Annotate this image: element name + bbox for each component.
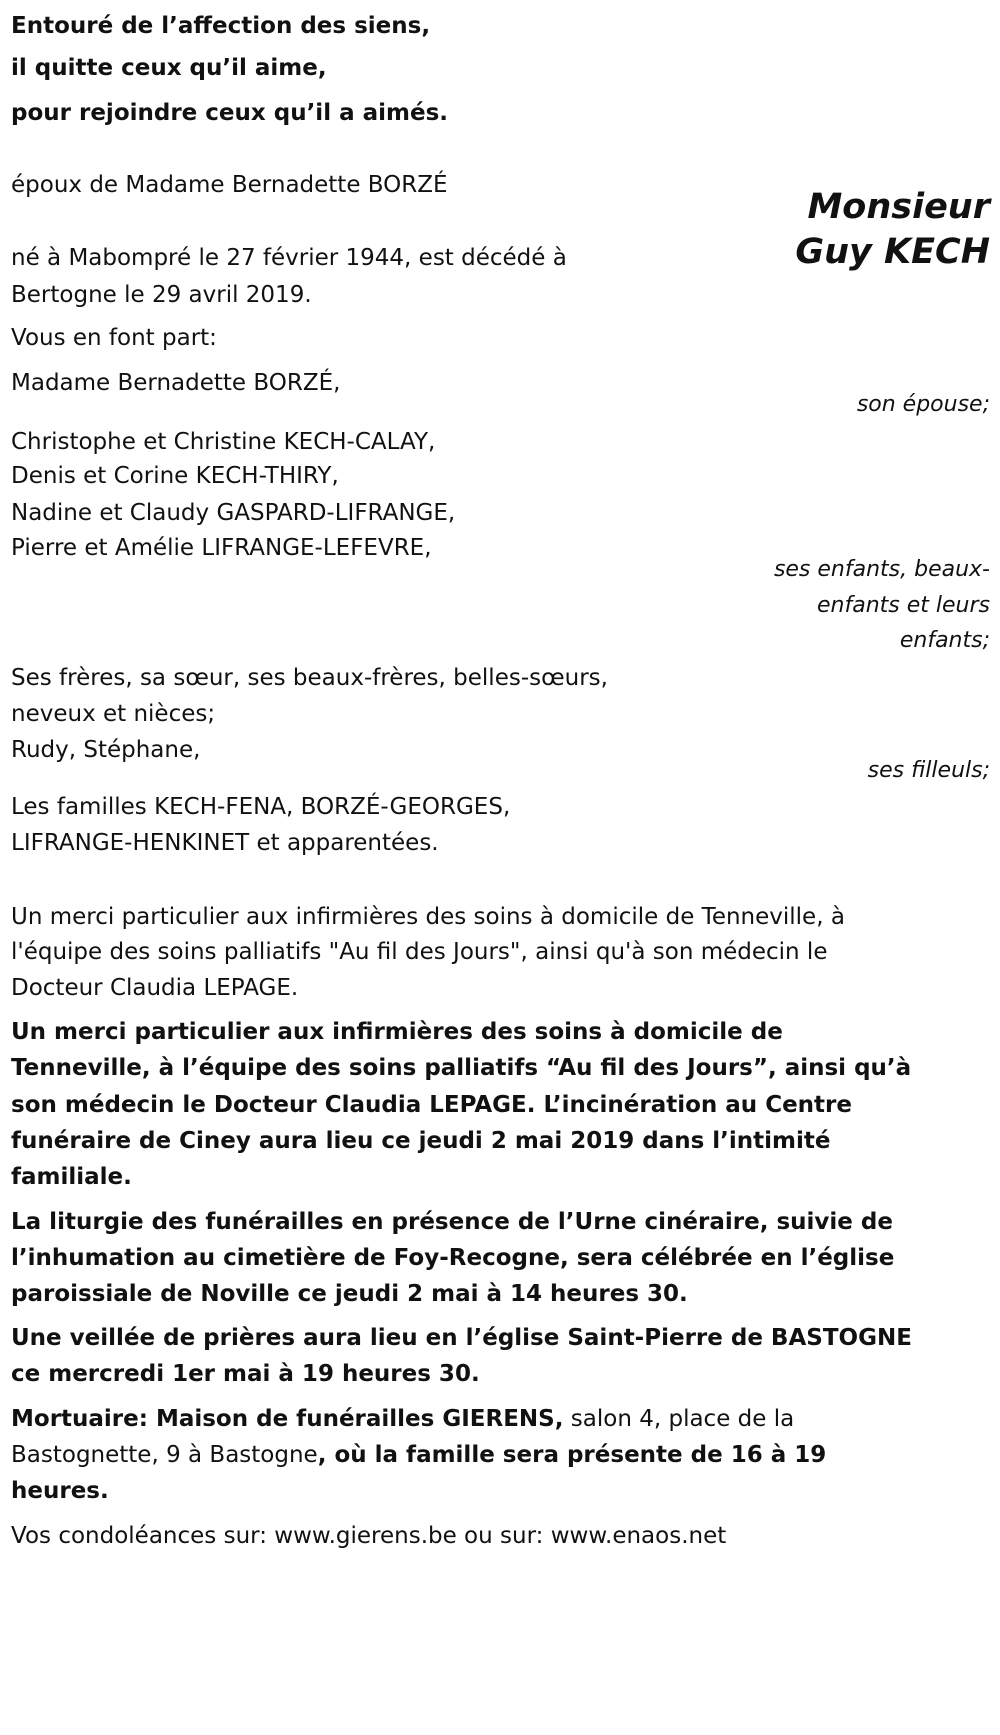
mortuary-presence-1: , où la famille sera présente de 16 à 19 xyxy=(317,1442,827,1468)
birth-death-line-1: né à Mabompré le 27 février 1944, est décédé à xyxy=(11,245,567,271)
thanks-regular-line-2: l'équipe des soins palliatifs "Au fil des Jours", ainsi qu'à son médecin le xyxy=(11,939,828,965)
families-line-2: LIFRANGE-HENKINET et apparentées. xyxy=(11,830,439,856)
siblings-line-2: neveux et nièces; xyxy=(11,701,216,727)
families-line-1: Les familles KECH-FENA, BORZÉ-GEORGES, xyxy=(11,794,511,820)
spouse-role: son épouse; xyxy=(856,392,990,417)
child-line-3: Nadine et Claudy GASPARD-LIFRANGE, xyxy=(11,500,456,526)
spouse-name: Madame Bernadette BORZÉ, xyxy=(11,370,341,396)
mortuary-address-1: salon 4, place de la xyxy=(563,1406,795,1432)
children-role-2: enfants et leurs xyxy=(817,593,990,618)
deceased-name-block xyxy=(795,185,990,275)
thanks-regular-line-3: Docteur Claudia LEPAGE. xyxy=(11,975,299,1001)
thanks-bold-line-2: Tenneville, à l’équipe des soins palliatifs “Au fil des Jours”, ainsi qu’à xyxy=(11,1055,912,1081)
children-role-3: enfants; xyxy=(899,628,990,653)
thanks-bold-line-5: familiale. xyxy=(11,1164,132,1190)
epigraph-line-3: pour rejoindre ceux qu’il a aimés. xyxy=(11,100,449,126)
thanks-bold-line-1: Un merci particulier aux infirmières des soins à domicile de xyxy=(11,1019,783,1045)
thanks-regular-line-1: Un merci particulier aux infirmières des soins à domicile de Tenneville, à xyxy=(11,904,845,930)
birth-death-line-2: Bertogne le 29 avril 2019. xyxy=(11,282,312,308)
siblings-line-1: Ses frères, sa sœur, ses beaux-frères, belles-sœurs, xyxy=(11,665,608,691)
children-role-1: ses enfants, beaux- xyxy=(773,557,990,582)
godchildren-names: Rudy, Stéphane, xyxy=(11,737,201,763)
vigil-line-2: ce mercredi 1er mai à 19 heures 30. xyxy=(11,1361,480,1387)
thanks-bold-line-3: son médecin le Docteur Claudia LEPAGE. L’incinération au Centre xyxy=(11,1092,852,1118)
epigraph-line-1: Entouré de l’affection des siens, xyxy=(11,13,431,39)
deceased-name: Guy KECH xyxy=(795,232,990,272)
epigraph-line-2: il quitte ceux qu’il aime, xyxy=(11,55,327,81)
mortuary-line-2 xyxy=(11,1435,826,1475)
godchildren-role: ses filleuls; xyxy=(867,758,990,783)
child-line-1: Christophe et Christine KECH-CALAY, xyxy=(11,429,436,455)
vigil-line-1: Une veillée de prières aura lieu en l’église Saint-Pierre de BASTOGNE xyxy=(11,1325,912,1351)
liturgy-line-3: paroissiale de Noville ce jeudi 2 mai à 14 heures 30. xyxy=(11,1281,688,1307)
spouse-line: époux de Madame Bernadette BORZÉ xyxy=(11,172,448,198)
liturgy-line-1: La liturgie des funérailles en présence de l’Urne cinéraire, suivie de xyxy=(11,1209,893,1235)
thanks-bold-line-4: funéraire de Ciney aura lieu ce jeudi 2 mai 2019 dans l’intimité xyxy=(11,1128,831,1154)
child-line-2: Denis et Corine KECH-THIRY, xyxy=(11,463,339,489)
condolences-line: Vos condoléances sur: www.gierens.be ou sur: www.enaos.net xyxy=(11,1523,727,1549)
mortuary-line-3: heures. xyxy=(11,1478,109,1504)
mortuary-line-1 xyxy=(11,1399,794,1439)
mortuary-label: Mortuaire: Maison de funérailles GIERENS, xyxy=(11,1406,564,1432)
deceased-title: Monsieur xyxy=(807,187,990,227)
child-line-4: Pierre et Amélie LIFRANGE-LEFEVRE, xyxy=(11,535,432,561)
mortuary-address-2: Bastognette, 9 à Bastogne xyxy=(11,1442,318,1468)
announce-line: Vous en font part: xyxy=(11,325,217,351)
liturgy-line-2: l’inhumation au cimetière de Foy-Recogne, sera célébrée en l’église xyxy=(11,1245,895,1271)
